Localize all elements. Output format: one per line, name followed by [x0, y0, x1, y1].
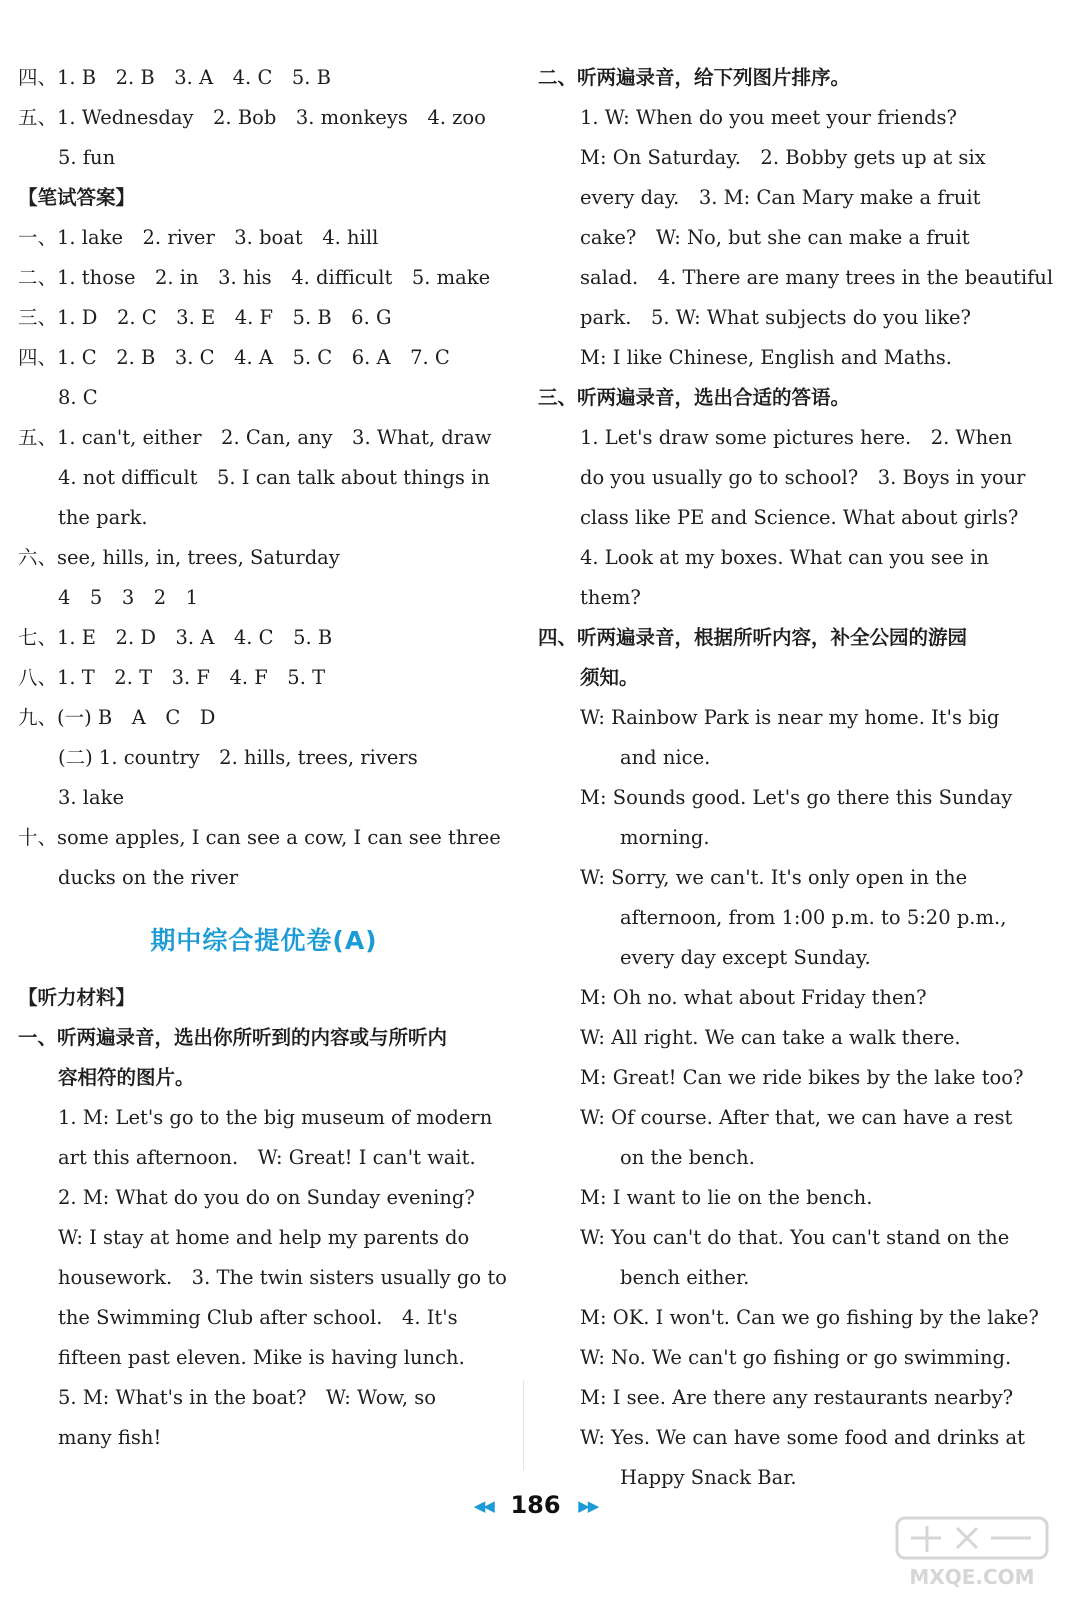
- dialogue-line: M: Sounds good. Let's go there this Sunday: [580, 786, 1013, 809]
- answer-line: 四、1. C 2. B 3. C 4. A 5. C 6. A 7. C: [18, 346, 450, 369]
- dialogue-line: every day except Sunday.: [620, 946, 871, 969]
- dialogue-line: Happy Snack Bar.: [620, 1466, 797, 1489]
- dialogue-line: on the bench.: [620, 1146, 755, 1169]
- answer-line: 一、1. lake 2. river 3. boat 4. hill: [18, 226, 379, 249]
- answer-line: 3. lake: [58, 786, 125, 809]
- watermark-text: MXQE.COM: [909, 1565, 1035, 1589]
- transcript-line: every day. 3. M: Can Mary make a fruit: [580, 186, 981, 209]
- transcript-line: M: I like Chinese, English and Maths.: [580, 346, 952, 369]
- dialogue-line: afternoon, from 1:00 p.m. to 5:20 p.m.,: [620, 906, 1007, 929]
- answer-line: 六、see, hills, in, trees, Saturday: [18, 546, 340, 569]
- dialogue-line: morning.: [620, 826, 710, 849]
- transcript-line: cake? W: No, but she can make a fruit: [580, 226, 970, 249]
- watermark-logo-icon: [887, 1512, 1057, 1592]
- transcript-line: M: On Saturday. 2. Bobby gets up at six: [580, 146, 986, 169]
- dialogue-line: W: Of course. After that, we can have a rest: [580, 1106, 1013, 1129]
- transcript-line: art this afternoon. W: Great! I can't wait.: [58, 1146, 476, 1169]
- transcript-line: the Swimming Club after school. 4. It's: [58, 1306, 458, 1329]
- answer-line: 二、1. those 2. in 3. his 4. difficult 5. make: [18, 266, 491, 289]
- answer-line: 七、1. E 2. D 3. A 4. C 5. B: [18, 626, 333, 649]
- right-column: [538, 58, 1054, 1498]
- dialogue-line: W: No. We can't go fishing or go swimming.: [580, 1346, 1012, 1369]
- transcript-line: 1. M: Let's go to the big museum of modern: [58, 1106, 493, 1129]
- transcript-line: 5. M: What's in the boat? W: Wow, so: [58, 1386, 437, 1409]
- dialogue-line: bench either.: [620, 1266, 750, 1289]
- next-page-icon[interactable]: ▶▶: [578, 1497, 598, 1515]
- question-heading: 四、听两遍录音，根据所听内容，补全公园的游园: [538, 626, 968, 649]
- transcript-line: W: I stay at home and help my parents do: [58, 1226, 470, 1249]
- watermark-logo: [887, 1512, 1057, 1592]
- answer-line: 4. not difficult 5. I can talk about things in: [58, 466, 490, 489]
- answer-line: 8. C: [58, 386, 98, 409]
- answer-line: 十、some apples, I can see a cow, I can see three: [18, 826, 501, 849]
- transcript-line: salad. 4. There are many trees in the beautiful: [580, 266, 1054, 289]
- answer-line: 5. fun: [58, 146, 116, 169]
- dialogue-line: W: You can't do that. You can't stand on the: [580, 1226, 1010, 1249]
- question-heading: 一、听两遍录音，选出你所听到的内容或与所听内: [18, 1026, 448, 1049]
- dialogue-line: W: Rainbow Park is near my home. It's big: [580, 706, 1000, 729]
- transcript-line: many fish!: [58, 1426, 162, 1449]
- section-heading: 【听力材料】: [18, 986, 136, 1009]
- column-divider: [523, 1380, 524, 1470]
- dialogue-line: M: I want to lie on the bench.: [580, 1186, 873, 1209]
- transcript-line: do you usually go to school? 3. Boys in your: [580, 466, 1026, 489]
- section-title: 期中综合提优卷(A): [150, 926, 378, 955]
- question-heading: 须知。: [580, 666, 639, 689]
- section-heading: 【笔试答案】: [18, 186, 136, 209]
- question-heading: 容相符的图片。: [58, 1066, 195, 1089]
- dialogue-line: M: Great! Can we ride bikes by the lake too?: [580, 1066, 1024, 1089]
- dialogue-line: and nice.: [620, 746, 711, 769]
- left-column: [18, 58, 510, 1458]
- dialogue-line: W: All right. We can take a walk there.: [580, 1026, 961, 1049]
- answer-line: ducks on the river: [58, 866, 239, 889]
- answer-line: 五、1. can't, either 2. Can, any 3. What, draw: [18, 426, 492, 449]
- transcript-line: housework. 3. The twin sisters usually go to: [58, 1266, 507, 1289]
- answer-line: 八、1. T 2. T 3. F 4. F 5. T: [18, 666, 326, 689]
- dialogue-line: W: Yes. We can have some food and drinks at: [580, 1426, 1025, 1449]
- answer-line: (二) 1. country 2. hills, trees, rivers: [58, 746, 418, 769]
- dialogue-line: M: OK. I won't. Can we go fishing by the lake?: [580, 1306, 1039, 1329]
- question-heading: 二、听两遍录音，给下列图片排序。: [538, 66, 851, 89]
- answer-line: 四、1. B 2. B 3. A 4. C 5. B: [18, 66, 332, 89]
- answer-line: the park.: [58, 506, 148, 529]
- dialogue-line: W: Sorry, we can't. It's only open in the: [580, 866, 968, 889]
- answer-line: 4 5 3 2 1: [58, 586, 199, 609]
- page-number: 186: [510, 1491, 561, 1519]
- transcript-line: fifteen past eleven. Mike is having lunch.: [58, 1346, 465, 1369]
- dialogue-line: M: I see. Are there any restaurants nearby?: [580, 1386, 1014, 1409]
- answer-line: 三、1. D 2. C 3. E 4. F 5. B 6. G: [18, 306, 392, 329]
- answer-line: 九、(一) B A C D: [18, 706, 216, 729]
- transcript-line: 2. M: What do you do on Sunday evening?: [58, 1186, 475, 1209]
- dialogue-line: M: Oh no. what about Friday then?: [580, 986, 927, 1009]
- transcript-line: 1. Let's draw some pictures here. 2. When: [580, 426, 1013, 449]
- transcript-line: 4. Look at my boxes. What can you see in: [580, 546, 989, 569]
- answer-line: 五、1. Wednesday 2. Bob 3. monkeys 4. zoo: [18, 106, 486, 129]
- prev-page-icon[interactable]: ◀◀: [473, 1497, 493, 1515]
- question-heading: 三、听两遍录音，选出合适的答语。: [538, 386, 851, 409]
- transcript-line: park. 5. W: What subjects do you like?: [580, 306, 971, 329]
- transcript-line: them?: [580, 586, 641, 609]
- transcript-line: class like PE and Science. What about girls?: [580, 506, 1019, 529]
- transcript-line: 1. W: When do you meet your friends?: [580, 106, 958, 129]
